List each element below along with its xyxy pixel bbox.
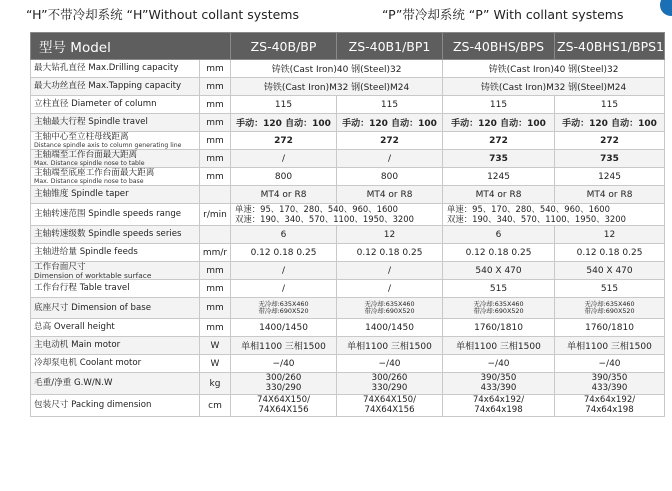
cell-value: 单相1100 三相1500 [555, 337, 665, 355]
cell-value: −/40 [337, 355, 443, 373]
cell-value: 0.12 0.18 0.25 [337, 244, 443, 262]
cell-value: / [337, 150, 443, 168]
row-unit: mm [200, 78, 231, 96]
cell-value: / [337, 280, 443, 298]
table-row [31, 204, 665, 226]
cell-value: MT4 or R8 [555, 186, 665, 204]
cell-value: 540 X 470 [443, 262, 555, 280]
row-unit: W [200, 337, 231, 355]
speeds-cell [231, 204, 443, 226]
weight-line-1: 390/350 [480, 373, 517, 383]
cell-value: 铸铁(Cast Iron)40 钢(Steel)32 [443, 60, 665, 78]
row-unit: mm [200, 114, 231, 132]
row-unit: kg [200, 373, 231, 395]
row-unit: mm [200, 150, 231, 168]
base-no-coolant: 无冷却:635X460 [473, 299, 524, 308]
cell-value: / [231, 150, 337, 168]
cell-value: 手动：120 自动：100 [231, 114, 337, 132]
row-label [31, 168, 200, 186]
cell-value: 12 [555, 226, 665, 244]
cell-value: 铸铁(Cast Iron)M32 钢(Steel)M24 [443, 78, 665, 96]
base-no-coolant: 无冷却:635X460 [584, 299, 635, 308]
cell-value: 515 [443, 280, 555, 298]
cell-value: 115 [555, 96, 665, 114]
weight-line-1: 300/260 [371, 373, 408, 383]
row-label: 工作台行程 Table travel [31, 280, 200, 298]
cell-value: 12 [337, 226, 443, 244]
row-label: 底座尺寸 Dimension of base [31, 298, 200, 319]
cell-value: 1400/1450 [231, 319, 337, 337]
cell-value: 1760/1810 [443, 319, 555, 337]
speeds-double: 双速：190、340、570、1100、1950、3200 [235, 213, 414, 224]
cell-value: 272 [231, 132, 337, 150]
packing-line-2: 74X64X156 [258, 404, 309, 415]
row-label-en: Max. Distance spindle nose to table [34, 159, 145, 167]
weight-line-1: 390/350 [591, 373, 628, 383]
row-label [31, 150, 200, 168]
cell-value: 115 [231, 96, 337, 114]
cell-value: 手动：120 自动：100 [443, 114, 555, 132]
cell-value: 515 [555, 280, 665, 298]
cell-value: 0.12 0.18 0.25 [555, 244, 665, 262]
corner-badge [660, 0, 672, 16]
cell-value: 800 [231, 168, 337, 186]
row-label: 主轴进给量 Spindle feeds [31, 244, 200, 262]
cell-value: 800 [337, 168, 443, 186]
speeds-cell [443, 204, 665, 226]
row-unit: r/min [200, 204, 231, 226]
weight-line-2: 433/390 [591, 382, 628, 393]
cell-value: 0.12 0.18 0.25 [443, 244, 555, 262]
cell-value: 0.12 0.18 0.25 [231, 244, 337, 262]
row-unit: mm [200, 96, 231, 114]
cell-value: 735 [555, 150, 665, 168]
cell-value [555, 298, 665, 319]
table-row [31, 319, 665, 337]
packing-line-1: 74x64x192/ [583, 395, 636, 405]
table-row [31, 298, 665, 319]
model-column-header: ZS-40BHS1/BPS1 [555, 33, 665, 60]
cell-value [555, 395, 665, 417]
cell-value [555, 373, 665, 395]
cell-value: 1760/1810 [555, 319, 665, 337]
spec-table [30, 32, 665, 417]
packing-line-1: 74X64X150/ [257, 395, 310, 405]
cell-value: 272 [443, 132, 555, 150]
cell-value: 1245 [443, 168, 555, 186]
row-unit [200, 226, 231, 244]
row-label: 总高 Overall height [31, 319, 200, 337]
row-label-cn: 主轴中心至立柱母线距离 [34, 131, 129, 142]
row-unit: mm [200, 168, 231, 186]
row-label: 主轴锥度 Spindle taper [31, 186, 200, 204]
cell-value: 手动：120 自动：100 [555, 114, 665, 132]
base-with-coolant: 带冷却:690X520 [584, 307, 635, 315]
row-unit [200, 186, 231, 204]
table-row [31, 226, 665, 244]
table-row [31, 186, 665, 204]
weight-line-2: 433/390 [480, 382, 517, 393]
table-row [31, 60, 665, 78]
cell-value [337, 395, 443, 417]
cell-value [231, 298, 337, 319]
table-row [31, 150, 665, 168]
cell-value [337, 298, 443, 319]
cell-value: 735 [443, 150, 555, 168]
table-row [31, 395, 665, 417]
model-header: 型号 Model [31, 33, 231, 60]
row-unit: mm [200, 298, 231, 319]
speeds-single: 单速：95、170、280、540、960、1600 [447, 204, 610, 214]
row-label: 主轴转速范围 Spindle speeds range [31, 204, 200, 226]
cell-value [231, 373, 337, 395]
cell-value [443, 298, 555, 319]
row-unit: mm [200, 60, 231, 78]
packing-line-1: 74X64X150/ [363, 395, 416, 405]
cell-value: 115 [443, 96, 555, 114]
cell-value: MT4 or R8 [443, 186, 555, 204]
row-label-en: Max. Distance spindle nose to base [34, 177, 144, 185]
cell-value: 6 [443, 226, 555, 244]
cell-value: 540 X 470 [555, 262, 665, 280]
weight-line-1: 300/260 [265, 373, 302, 383]
cell-value: −/40 [443, 355, 555, 373]
row-label: 立柱直径 Diameter of column [31, 96, 200, 114]
row-unit: mm [200, 319, 231, 337]
weight-line-2: 330/290 [371, 382, 408, 393]
table-row [31, 355, 665, 373]
base-with-coolant: 带冷却:690X520 [364, 307, 415, 315]
cell-value: MT4 or R8 [231, 186, 337, 204]
speeds-double: 双速：190、340、570、1100、1950、3200 [447, 213, 626, 224]
row-label: 冷却泵电机 Coolant motor [31, 355, 200, 373]
table-row [31, 114, 665, 132]
table-row [31, 96, 665, 114]
row-label: 包装尺寸 Packing dimension [31, 395, 200, 417]
row-unit: mm [200, 262, 231, 280]
model-column-header: ZS-40B/BP [231, 33, 337, 60]
cell-value: / [231, 262, 337, 280]
table-row [31, 78, 665, 96]
row-label: 主电动机 Main motor [31, 337, 200, 355]
model-column-header: ZS-40B1/BP1 [337, 33, 443, 60]
cell-value: MT4 or R8 [337, 186, 443, 204]
table-row [31, 132, 665, 150]
table-row [31, 168, 665, 186]
header-without-coolant: “H”不带冷却系统 “H”Without collant systems [26, 7, 299, 22]
cell-value: 6 [231, 226, 337, 244]
row-label: 最大功丝直径 Max.Tapping capacity [31, 78, 200, 96]
table-row [31, 337, 665, 355]
cell-value: −/40 [555, 355, 665, 373]
speeds-single: 单速：95、170、280、540、960、1600 [235, 204, 398, 214]
row-label: 主轴最大行程 Spindle travel [31, 114, 200, 132]
table-header-row [31, 33, 665, 60]
row-label-en: Distance spindle axis to column generating line [34, 141, 182, 149]
cell-value: / [231, 280, 337, 298]
cell-value: 手动：120 自动：100 [337, 114, 443, 132]
row-label-en: Dimension of worktable surface [34, 270, 152, 280]
cell-value: 1245 [555, 168, 665, 186]
table-row [31, 373, 665, 395]
base-no-coolant: 无冷却:635X460 [364, 299, 415, 308]
row-label: 毛重/净重 G.W/N.W [31, 373, 200, 395]
cell-value [337, 373, 443, 395]
row-label [31, 132, 200, 150]
weight-line-2: 330/290 [265, 382, 302, 393]
cell-value: 铸铁(Cast Iron)40 钢(Steel)32 [231, 60, 443, 78]
cell-value [231, 395, 337, 417]
row-unit: mm [200, 280, 231, 298]
packing-line-2: 74x64x198 [585, 404, 634, 415]
row-label-cn: 主轴端至工作台面最大距离 [34, 149, 138, 160]
row-label-cn: 工作台面尺寸 [34, 261, 86, 272]
row-label-cn: 主轴端至底座工作台面最大距离 [34, 167, 155, 178]
table-row [31, 280, 665, 298]
packing-line-1: 74x64x192/ [472, 395, 525, 405]
cell-value: −/40 [231, 355, 337, 373]
row-unit: W [200, 355, 231, 373]
base-with-coolant: 带冷却:690X520 [473, 307, 524, 315]
row-unit: cm [200, 395, 231, 417]
cell-value: 铸铁(Cast Iron)M32 钢(Steel)M24 [231, 78, 443, 96]
table-row [31, 262, 665, 280]
cell-value: 115 [337, 96, 443, 114]
cell-value [443, 395, 555, 417]
cell-value: 单相1100 三相1500 [231, 337, 337, 355]
table-row [31, 244, 665, 262]
header-with-coolant: “P”带冷却系统 “P” With collant systems [382, 7, 624, 22]
row-label: 最大钻孔直径 Max.Drilling capacity [31, 60, 200, 78]
base-with-coolant: 带冷却:690X520 [258, 307, 309, 315]
row-unit: mm [200, 132, 231, 150]
packing-line-2: 74X64X156 [364, 404, 415, 415]
cell-value: 1400/1450 [337, 319, 443, 337]
row-unit: mm/r [200, 244, 231, 262]
cell-value [443, 373, 555, 395]
row-label [31, 262, 200, 280]
cell-value: 272 [555, 132, 665, 150]
cell-value: 272 [337, 132, 443, 150]
cell-value: 单相1100 三相1500 [443, 337, 555, 355]
cell-value: / [337, 262, 443, 280]
packing-line-2: 74x64x198 [474, 404, 523, 415]
row-label: 主轴转速级数 Spindle speeds series [31, 226, 200, 244]
cell-value: 单相1100 三相1500 [337, 337, 443, 355]
model-column-header: ZS-40BHS/BPS [443, 33, 555, 60]
base-no-coolant: 无冷却:635X460 [258, 299, 309, 308]
